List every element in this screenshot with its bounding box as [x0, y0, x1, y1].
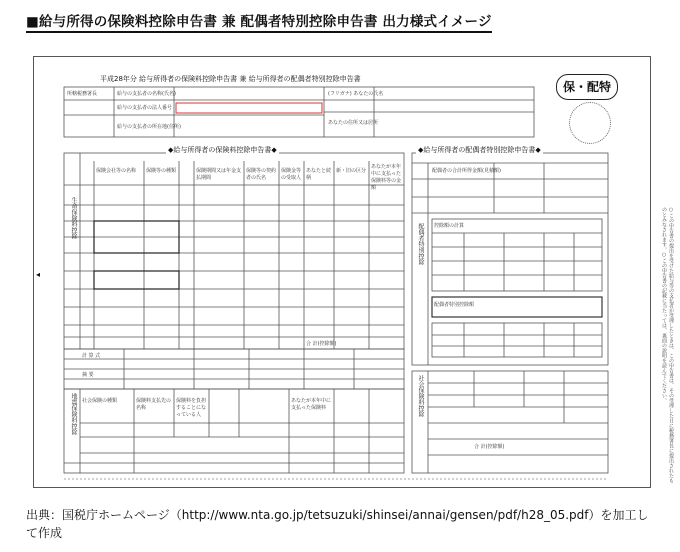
vertical-label-life: 生命保険料控除 — [70, 197, 77, 239]
label-tax-office: 所轄税務署長 — [67, 91, 98, 97]
label-payer-address: 給与の支払者の所在地(住所) — [117, 124, 181, 130]
vertical-label-quake: 地震保険料控除 — [70, 393, 77, 435]
vertical-label-spouse: 配偶者特別控除 — [417, 223, 424, 265]
col-new-old: 新・旧の区分 — [336, 168, 367, 174]
col-type: 保険等の種類 — [146, 168, 177, 174]
col-paid-amount: あなたが本年中に支払った保険料等の金額 — [371, 164, 402, 191]
col-relation: あなたと続柄 — [306, 168, 332, 181]
label-your-name: (フリガナ) あなたの氏名 — [328, 91, 384, 97]
section-left-heading: ◆給与所得者の保険料控除申告書◆ — [168, 146, 277, 154]
label-calc: 控除額の計算 — [434, 223, 465, 229]
label-total-life: 合 計(控除額) — [306, 341, 337, 347]
side-note: ○この申告書の提出を受けた給与等の支払者が受理したときは、この申告書は、その受理した日に税務署長に提出されたものとみなされます。○この申告書の記載に当たっては、裏面の説明を読んでください。 — [661, 207, 674, 483]
label-payer-corp-number: 給与の支払者の法人番号 — [117, 105, 173, 111]
page-title: ■給与所得の保険料控除申告書 兼 配偶者特別控除申告書 出力様式イメージ — [26, 10, 492, 33]
col-holder: 保険等の契約者の氏名 — [246, 168, 277, 181]
vertical-label-social: 社会保険料控除 — [417, 375, 424, 417]
label-spouse-income: 配偶者の合計所得金額(見積額) — [432, 168, 501, 174]
source-citation: 出典：国税庁ホームページ（http://www.nta.go.jp/tetsuzuki/shinsei/annai/gensen/pdf/h28_05.pdf）を加工して作成 — [26, 508, 649, 540]
col-receiver: 保険金等の受取人 — [281, 168, 302, 181]
label-summary: 摘 要 — [82, 372, 94, 378]
label-your-address: あなたの住所又は居所 — [328, 120, 379, 126]
left-arrow-icon: ◂ — [36, 270, 41, 279]
receipt-seal-circle — [569, 102, 611, 144]
label-formula: 計 算 式 — [82, 353, 101, 359]
label-total-social: 合 計(控除額) — [474, 444, 505, 450]
col-insurer: 保険会社等の名称 — [96, 168, 137, 174]
label-payer-name: 給与の支払者の名称(氏名) — [117, 91, 176, 97]
col-period: 保険期間又は年金支払期間 — [196, 168, 242, 181]
section-right-heading: ◆給与所得者の配偶者特別控除申告書◆ — [418, 146, 541, 154]
label-spouse-deduction: 配偶者特別控除額 — [434, 302, 475, 308]
form-stamp: 保・配特 — [556, 74, 618, 100]
label-paid-social: あなたが本年中に支払った保険料 — [291, 398, 332, 411]
form-image — [33, 56, 674, 488]
label-social-type: 社会保険の種類 — [82, 398, 118, 404]
label-burden-person: 保険料を負担することになっている人 — [176, 398, 207, 418]
label-payee: 保険料支払先の名称 — [136, 398, 172, 411]
form-title: 平成28年分 給与所得者の保険料控除申告書 兼 給与所得者の配偶者特別控除申告書 — [100, 75, 361, 83]
